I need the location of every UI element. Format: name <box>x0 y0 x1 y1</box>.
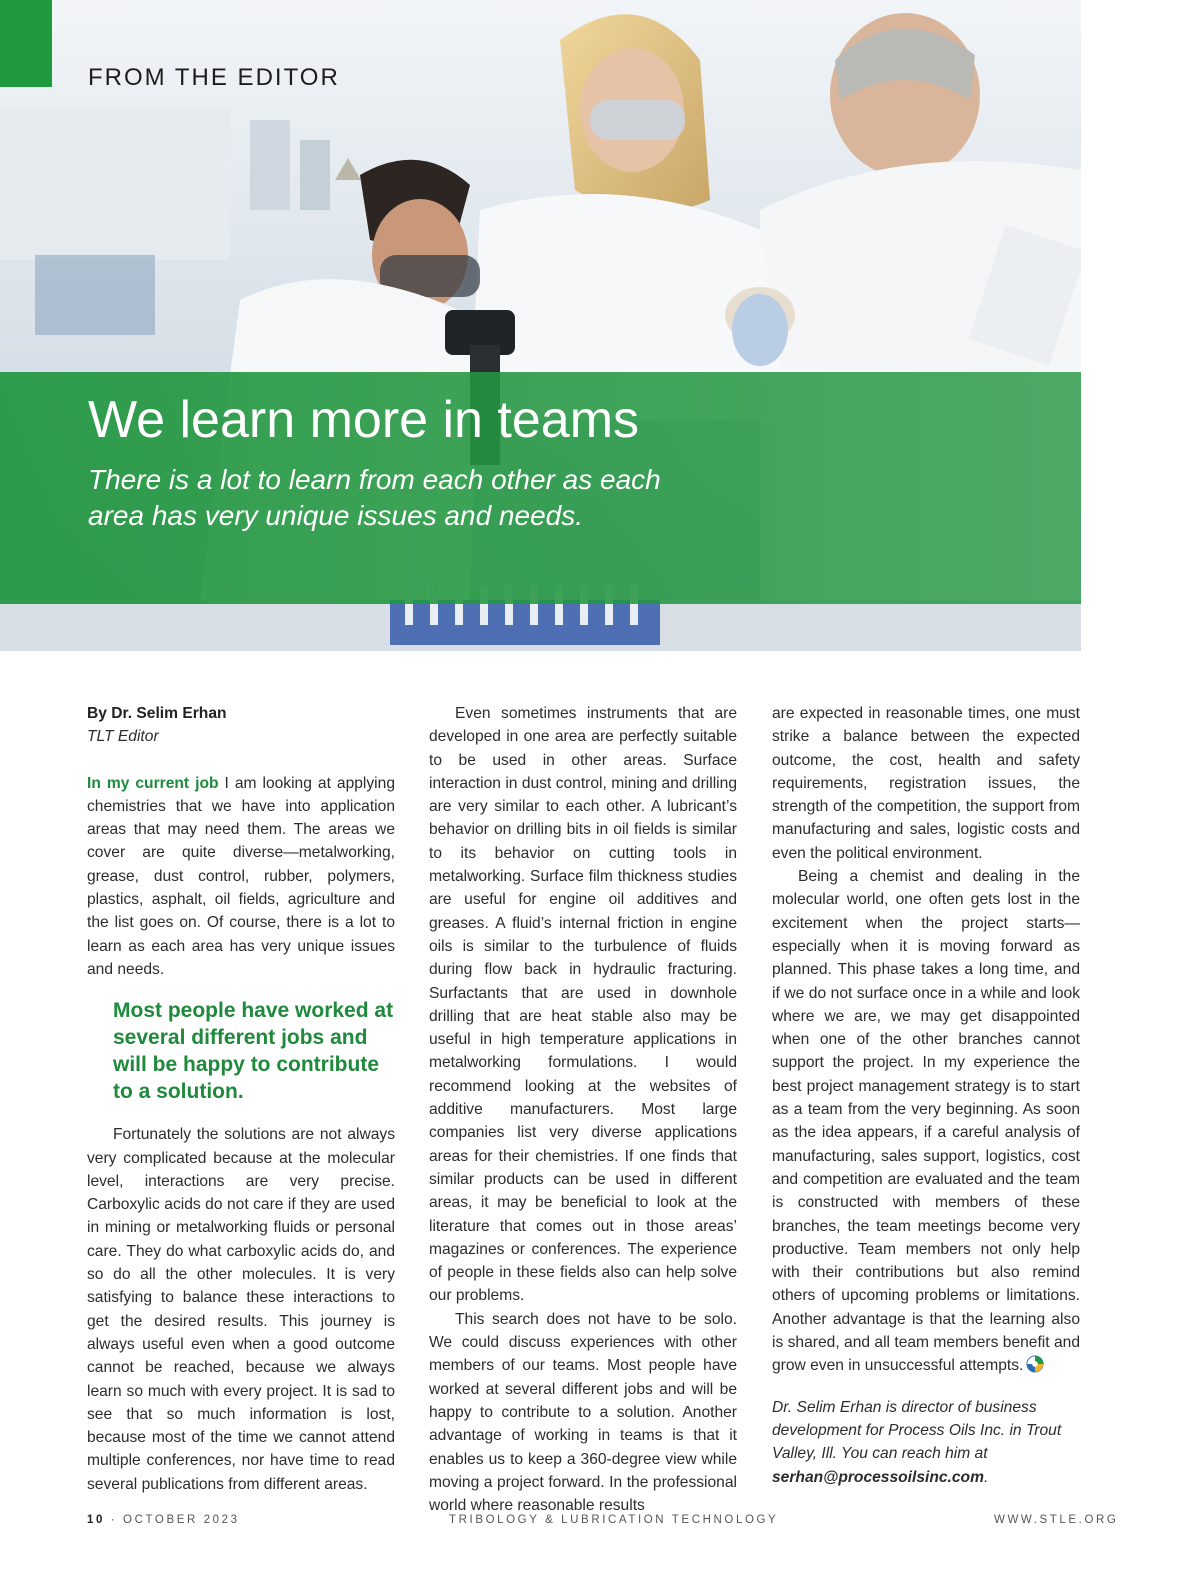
footer-separator: · <box>110 1514 118 1526</box>
footer-folio <box>87 1514 240 1526</box>
issue-date: OCTOBER 2023 <box>123 1514 240 1526</box>
author-email-link[interactable]: serhan@processoilsinc.com <box>772 1468 984 1486</box>
paragraph-4: This search does not have to be solo. We could discuss experiences with other members of our teams. Most people have worked at several different jobs and will be happy to contribute to a solution. Another advantage of working in teams is that it enables us to keep a 360-degree view while moving a project forward. In the professional world where reasonable results <box>429 1310 737 1515</box>
lead-in: In my current job <box>87 774 219 792</box>
website-link[interactable]: WWW.STLE.ORG <box>994 1514 1119 1526</box>
article-column-3 <box>772 702 1080 1489</box>
paragraph-5: are expected in reasonable times, one must strike a balance between the expected outcome, the cost, health and safety requirements, registration issues, the strength of the competition, the support from manufacturing and sales, logistic costs and even the political environment. <box>772 705 1080 862</box>
author-bio-end: . <box>983 1468 989 1486</box>
paragraph-2: Fortunately the solutions are not always very complicated because at the molecular level, interactions are very precise. Carboxylic acids do not care if they are used in mining or metalworking fluids or personal care. They do what carboxylic acids do, and so do all the other molecules. It is very satisfying to balance these interactions to get the desired results. This journey is always useful even when a good outcome cannot be reached, because we always learn so much with every project. It is sad to see that so much information is lost, because most of the time we cannot attend multiple conferences, nor have time to read several publications from different areas. <box>87 1126 395 1493</box>
pull-quote: Most people have worked at several different jobs and will be happy to contribute to a solution. <box>113 999 394 1104</box>
article-dek <box>88 462 768 534</box>
paragraph-1-text: I am looking at applying chemistries that we have into application areas that may need them. The areas we cover are quite diverse—metalworking, grease, dust control, rubber, polymers, plastics, asphalt, oil fields, agriculture and the list goes on. Of course, there is a lot to learn as each area has very unique issues and needs. <box>87 774 395 978</box>
dek-line-1: There is a lot to learn from each other as each <box>88 464 661 495</box>
article-headline: We learn more in teams <box>88 391 640 449</box>
publication-name: TRIBOLOGY & LUBRICATION TECHNOLOGY <box>449 1514 779 1526</box>
article-column-2 <box>429 702 737 1517</box>
article-column-1 <box>87 702 395 1496</box>
brand-corner-mark <box>0 0 52 87</box>
byline-name: By Dr. Selim Erhan <box>87 705 227 722</box>
hero-photo <box>0 0 1081 651</box>
section-label: FROM THE EDITOR <box>88 64 340 91</box>
dek-line-2: area has very unique issues and needs. <box>88 500 583 531</box>
paragraph-6-text: Being a chemist and dealing in the molecular world, one often gets lost in the excitement when the project starts—especially when it is moving forward as planned. This phase takes a long time, and if we do not surface once in a while and look where we are, we may get disappointed when one of the other branches cannot support the project. In my experience the best project management strategy is to start as a team from the very beginning. As soon as the idea appears, if a careful analysis of manufacturing, sales support, logistics, cost and competition are evaluated and the team is constructed with members of these branches, the team meetings become very productive. Team members not only help with their contributions but also remind others of upcoming problems or limitations. Another advantage is that the learning also is shared, and all team members benefit and grow even in unsuccessful attempts. <box>772 868 1080 1375</box>
byline-role: TLT Editor <box>87 728 159 746</box>
page-number: 10 <box>87 1514 105 1526</box>
author-bio <box>772 1396 1080 1489</box>
paragraph-3: Even sometimes instruments that are developed in one area are perfectly suitable to be used in other areas. Surface interaction in dust control, mining and drilling are very similar to each other. A lubricant’s behavior on drilling bits in oil fields is similar to its behavior on cutting tools in metalworking. Surface film thickness studies are useful for engine oil additives and greases. A fluid’s internal friction in engine oils is similar to the turbulence of fluids during flow back in hydraulic fracturing. Surfactants that are used in downhole drilling that are heat stable also may be useful in high temperature applications in metalworking formulations. I would recommend looking at the websites of additive manufacturers. Most large companies list very diverse applications areas for their chemistries. If one finds that similar products can be used in different areas, it may be beneficial to look at the literature that comes out in those areas’ magazines or conferences. The experience of people in these fields also can help solve our problems. <box>429 705 737 1305</box>
stle-logo-icon <box>1026 1355 1044 1373</box>
author-bio-text: Dr. Selim Erhan is director of business development for Process Oils Inc. in Trout Valley, Ill. You can reach him at <box>772 1398 1062 1463</box>
paragraph-1 <box>87 772 395 982</box>
paragraph-6 <box>772 865 1080 1378</box>
